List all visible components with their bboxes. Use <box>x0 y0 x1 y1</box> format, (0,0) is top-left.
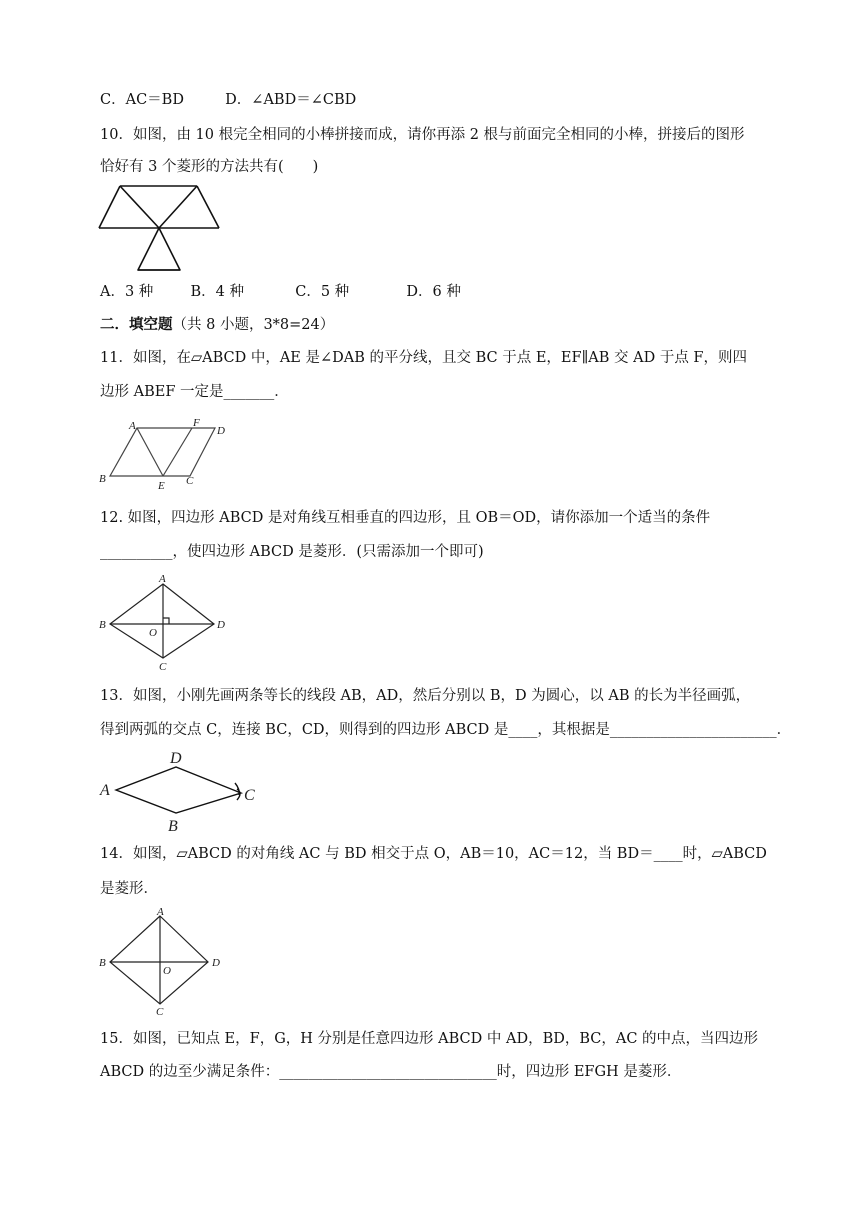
q12-label-b: B <box>99 619 106 631</box>
q10-option-d: D．6 种 <box>406 284 461 300</box>
q11-line-1: 11．如图，在▱ABCD 中，AE 是∠DAB 的平分线，且交 BC 于点 E，EF∥AB 交 AD 于点 F，则四 <box>100 350 747 366</box>
q12-figure <box>96 572 234 672</box>
q12-label-a: A <box>159 573 166 585</box>
q14-rhombus <box>110 916 208 1004</box>
q11-parallelogram <box>110 428 215 476</box>
q11-label-c: C <box>186 475 194 487</box>
q12-label-d: D <box>217 619 225 631</box>
q11-line-2: 边形 ABEF 一定是_______． <box>100 384 289 400</box>
q13-label-d: D <box>170 750 182 767</box>
q11-label-a: A <box>129 420 136 432</box>
q13-label-b: B <box>168 818 178 835</box>
q11-label-e: E <box>158 480 165 492</box>
q12-quadrilateral <box>110 584 214 658</box>
q10-option-a: A．3 种 <box>100 284 154 300</box>
q12-label-o: O <box>149 627 157 639</box>
q13-label-a: A <box>100 782 110 799</box>
section-title: 二．填空题 <box>100 316 173 333</box>
q14-line-1: 14．如图，▱ABCD 的对角线 AC 与 BD 相交于点 O，AB＝10，AC＝12，当 BD＝____时，▱ABCD <box>100 846 767 862</box>
q10-line-1: 10．如图，由 10 根完全相同的小棒拼接而成，请你再添 2 根与前面完全相同的小棒，拼接后的图形 <box>100 127 745 143</box>
q13-line-2: 得到两弧的交点 C，连接 BC，CD，则得到的四边形 ABCD 是____，其根据是_______________________． <box>100 722 792 738</box>
q12-label-c: C <box>159 661 167 673</box>
section-heading <box>100 315 334 335</box>
q11-segment-ae <box>137 428 163 476</box>
q13-label-c: C <box>244 787 255 804</box>
q11-label-f: F <box>193 417 200 429</box>
q10-diagonal-left <box>120 186 159 228</box>
q10-line-2: 恰好有 3 个菱形的方法共有( ) <box>100 159 319 175</box>
q13-figure <box>98 745 270 835</box>
q14-label-c: C <box>156 1006 164 1018</box>
q10-figure <box>98 184 222 274</box>
q14-figure <box>96 906 234 1016</box>
q11-figure <box>95 418 235 494</box>
q14-label-o: O <box>163 965 171 977</box>
q14-label-a: A <box>157 906 164 918</box>
q14-label-d: D <box>212 957 220 969</box>
q12-line-1: 12. 如图，四边形 ABCD 是对角线互相垂直的四边形，且 OB＝OD，请你添加一个适当的条件 <box>100 510 711 526</box>
q13-line-1: 13．如图，小刚先画两条等长的线段 AB，AD，然后分别以 B，D 为圆心，以 AB 的长为半径画弧， <box>100 688 751 704</box>
q14-label-b: B <box>99 957 106 969</box>
q11-segment-ef <box>163 428 192 476</box>
q10-options <box>100 282 461 302</box>
q15-line-1: 15．如图，已知点 E，F，G，H 分别是任意四边形 ABCD 中 AD，BD，BC，AC 的中点，当四边形 <box>100 1031 759 1047</box>
q10-option-c: C．5 种 <box>295 284 350 300</box>
q9-option-d: D．∠ABD＝∠CBD <box>225 92 357 108</box>
q14-line-2: 是菱形． <box>100 881 158 897</box>
q12-right-angle-mark <box>163 618 169 624</box>
q10-left-edge <box>99 186 120 228</box>
q11-label-d: D <box>217 425 225 437</box>
q10-lower-triangle-left <box>138 228 180 270</box>
q13-quadrilateral <box>116 767 241 813</box>
q15-line-2: ABCD 的边至少满足条件：______________________________时，四边形 EFGH 是菱形． <box>100 1064 682 1080</box>
q10-right-edge <box>197 186 219 228</box>
q10-diagonal-right <box>159 186 197 228</box>
q9-options <box>100 90 356 110</box>
q9-option-c: C．AC＝BD <box>100 92 184 108</box>
q12-line-2: __________，使四边形 ABCD 是菱形．(只需添加一个即可) <box>100 544 484 560</box>
section-note: （共 8 小题，3*8=24） <box>172 317 335 333</box>
q11-label-b: B <box>99 473 106 485</box>
q10-option-b: B．4 种 <box>190 284 245 300</box>
